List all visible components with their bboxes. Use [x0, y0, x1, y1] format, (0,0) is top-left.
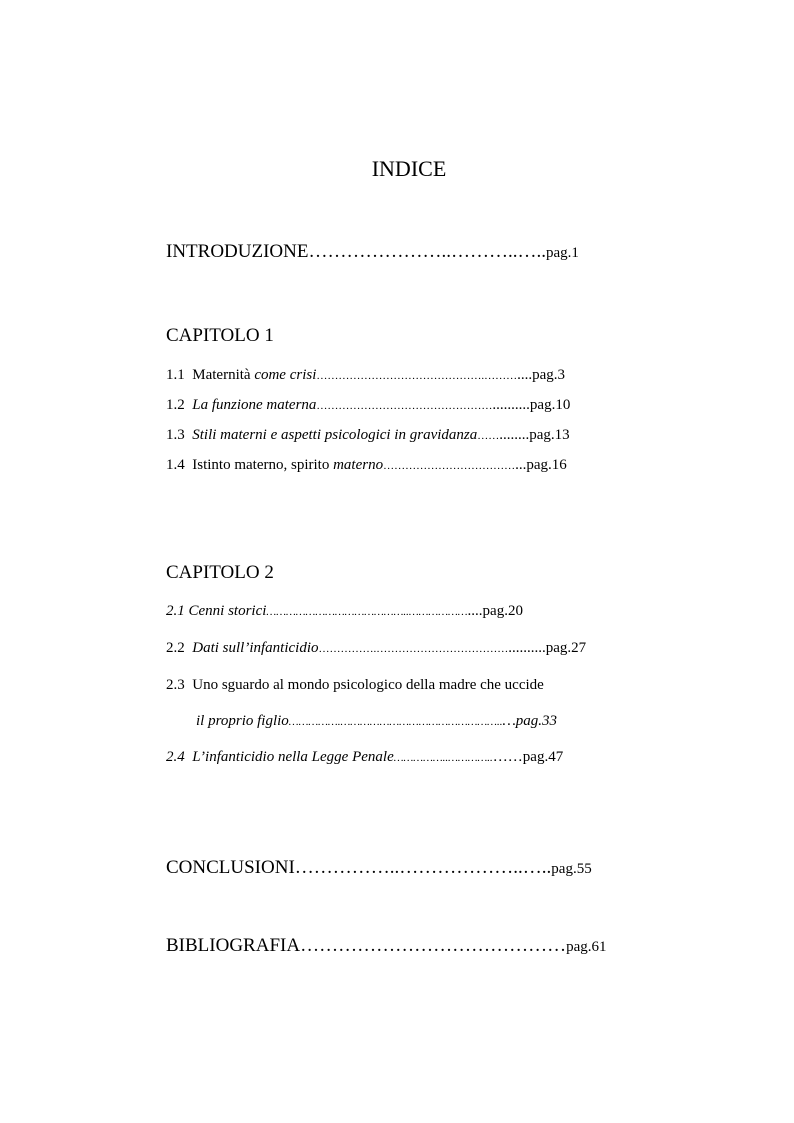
toc-entry-2-1	[166, 603, 523, 620]
toc-page: pag.55	[551, 861, 592, 877]
entry-text: Uno sguardo al mondo psicologico della madre che uccide	[192, 677, 544, 693]
toc-dots: ……………..…………..	[393, 752, 493, 764]
toc-page: ........pag.13	[499, 427, 570, 443]
toc-dots: ……	[477, 430, 500, 442]
entry-number: 2.2	[166, 640, 185, 656]
toc-entry-2-2	[166, 640, 586, 657]
toc-dots: ……………..………………..…..	[294, 857, 552, 878]
entry-number: 2.1	[166, 603, 185, 619]
entry-text-italic: come crisi	[254, 367, 317, 383]
toc-page: ..........pag.10	[492, 397, 571, 413]
chapter-2-title: CAPITOLO 2	[166, 562, 274, 583]
toc-dots: …………………..………..…..	[308, 241, 546, 262]
entry-text-italic: Cenni storici	[188, 603, 267, 619]
entry-number: 1.4	[166, 457, 185, 473]
toc-dots: ………………………………	[383, 460, 516, 472]
entry-number: 2.4	[166, 749, 185, 765]
entry-text-italic: il proprio figlio	[196, 713, 289, 729]
toc-page: ..........pag.27	[508, 640, 587, 656]
toc-dots: …………….…………………………………………..	[288, 716, 503, 728]
entry-text-italic: L’infanticidio nella Legge Penale	[192, 749, 394, 765]
entry-text: Maternità	[192, 367, 255, 383]
entry-text-italic: Dati sull’infanticidio	[192, 640, 319, 656]
toc-page: ....pag.20	[467, 603, 523, 619]
toc-entry-1-1	[166, 367, 565, 384]
chapter-1-title: CAPITOLO 1	[166, 325, 274, 346]
toc-dots: ……………………………………….………	[316, 370, 518, 382]
entry-text-italic: materno	[333, 457, 384, 473]
toc-entry-1-3	[166, 427, 570, 444]
entry-text-italic: La funzione materna	[192, 397, 317, 413]
toc-page: ....pag.3	[517, 367, 566, 383]
toc-page: ...pag.16	[515, 457, 567, 473]
toc-conclusioni	[166, 857, 592, 879]
toc-dots: …………………………………………	[316, 400, 493, 412]
entry-number: 1.3	[166, 427, 185, 443]
toc-entry-1-4	[166, 457, 567, 474]
toc-dots: ……………………………………	[300, 935, 567, 956]
page-title: INDICE	[371, 156, 447, 181]
toc-bibliografia	[166, 935, 606, 957]
toc-page: pag.1	[545, 245, 579, 261]
entry-text-italic: Stili materni e aspetti psicologici in gravidanza	[192, 427, 478, 443]
toc-label: BIBLIOGRAFIA	[166, 935, 301, 956]
toc-dots: …………….………………………………	[318, 643, 509, 655]
toc-label: CONCLUSIONI	[166, 857, 295, 878]
entry-number: 1.2	[166, 397, 185, 413]
toc-page: ……pag.47	[492, 749, 564, 765]
toc-label: INTRODUZIONE	[166, 241, 309, 262]
entry-number: 2.3	[166, 677, 185, 693]
toc-entry-1-2	[166, 397, 570, 414]
entry-number: 1.1	[166, 367, 185, 383]
toc-entry-2-4	[166, 749, 563, 766]
toc-dots: ……………………………………..………………	[266, 606, 468, 618]
toc-page: …pag.33	[502, 713, 558, 729]
toc-introduzione	[166, 241, 579, 263]
entry-text: Istinto materno, spirito	[192, 457, 334, 473]
toc-entry-2-3-continued	[196, 713, 557, 730]
toc-page: pag.61	[566, 939, 607, 955]
toc-entry-2-3	[166, 677, 544, 694]
